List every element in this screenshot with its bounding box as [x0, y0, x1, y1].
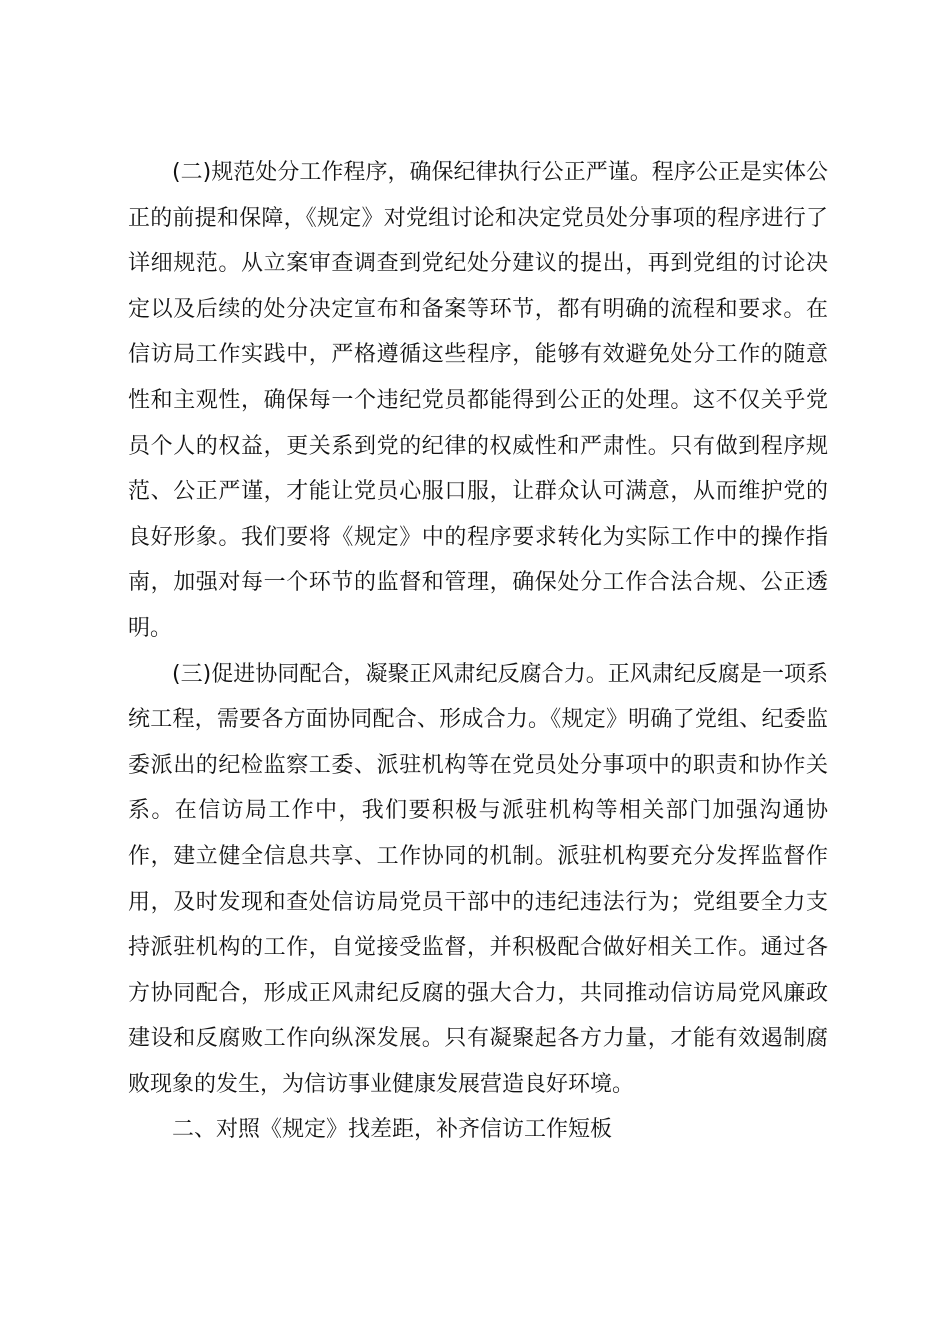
paragraph-procedure: (二)规范处分工作程序，确保纪律执行公正严谨。程序公正是实体公正的前提和保障，《规定》对党组讨论和决定党员处分事项的程序进行了详细规范。从立案审查调查到党纪处分建议的提出，再到党组的讨论决定以及后续的处分决定宣布和备案等环节，都有明确的流程和要求。在信访局工作实践中，严格遵循这些程序，能够有效避免处分工作的随意性和主观性，确保每一个违纪党员都能得到公正的处理。这不仅关乎党员个人的权益，更关系到党的纪律的权威性和严肃性。只有做到程序规范、公正严谨，才能让党员心服口服，让群众认可满意，从而维护党的良好形象。我们要将《规定》中的程序要求转化为实际工作中的操作指南，加强对每一个环节的监督和管理，确保处分工作合法合规、公正透明。 — [128, 160, 828, 641]
section-heading: 二、对照《规定》找差距，补齐信访工作短板 — [172, 1117, 613, 1143]
document-body — [128, 150, 828, 1153]
paragraph-coordination: (三)促进协同配合，凝聚正风肃纪反腐合力。正风肃纪反腐是一项系统工程，需要各方面协同配合、形成合力。《规定》明确了党组、纪委监委派出的纪检监察工委、派驻机构等在党员处分事项中的职责和协作关系。在信访局工作中，我们要积极与派驻机构等相关部门加强沟通协作，建立健全信息共享、工作协同的机制。派驻机构要充分发挥监督作用，及时发现和查处信访局党员干部中的违纪违法行为；党组要全力支持派驻机构的工作，自觉接受监督，并积极配合做好相关工作。通过各方协同配合，形成正风肃纪反腐的强大合力，共同推动信访局党风廉政建设和反腐败工作向纵深发展。只有凝聚起各方力量，才能有效遏制腐败现象的发生，为信访事业健康发展营造良好环境。 — [128, 661, 828, 1097]
